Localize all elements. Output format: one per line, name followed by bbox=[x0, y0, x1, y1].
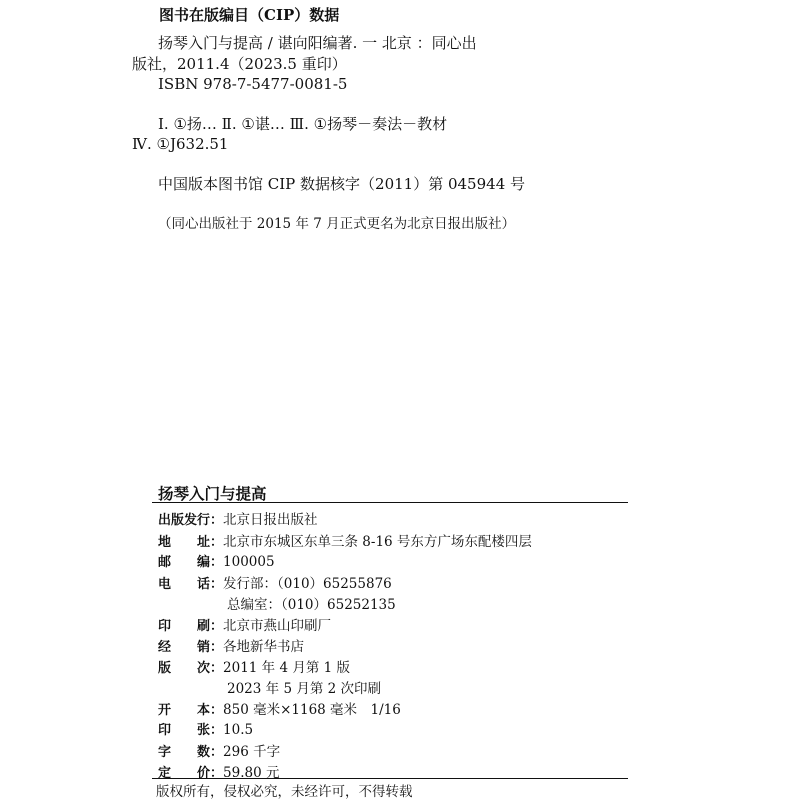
distributor-label: 经 销： bbox=[158, 640, 224, 655]
imprint-row-postcode bbox=[158, 551, 275, 570]
imprint-row-distributor bbox=[158, 635, 304, 655]
cip-line-2: 版社，2011.4（2023.5 重印） bbox=[132, 55, 347, 73]
imprint-row-edition bbox=[158, 656, 350, 676]
imprint-row-phone-2 bbox=[227, 593, 396, 613]
book-title: 扬琴入门与提高 bbox=[158, 484, 267, 503]
cip-class-line-2: Ⅳ. ①J632.51 bbox=[132, 135, 229, 153]
cip-isbn: ISBN 978-7-5477-0081-5 bbox=[158, 75, 348, 93]
edition-label: 版 次： bbox=[158, 661, 224, 676]
price-value: 59.80 元 bbox=[223, 765, 280, 781]
postcode-label: 邮 编： bbox=[158, 555, 224, 570]
imprint-row-format bbox=[158, 698, 401, 718]
printer-label: 印 刷： bbox=[158, 619, 224, 634]
words-label: 字 数： bbox=[158, 745, 224, 760]
cip-note: （同心出版社于 2015 年 7 月正式更名为北京日报出版社） bbox=[158, 216, 516, 232]
imprint-row-printing bbox=[227, 677, 381, 697]
words-value: 296 千字 bbox=[223, 744, 281, 760]
cip-class-line-1: Ⅰ. ①扬… Ⅱ. ①谌… Ⅲ. ①扬琴－奏法－教材 bbox=[158, 115, 448, 133]
phone-editorial-value: 总编室：（010）65252135 bbox=[227, 597, 396, 613]
cip-line-1: 扬琴入门与提高 / 谌向阳编著. 一 北京 ：同心出 bbox=[158, 34, 477, 52]
publisher-value: 北京日报出版社 bbox=[223, 512, 318, 528]
publisher-label: 出版发行： bbox=[158, 513, 224, 528]
format-label: 开 本： bbox=[158, 703, 224, 718]
price-label: 定 价： bbox=[158, 766, 224, 781]
postcode-value: 100005 bbox=[223, 554, 275, 570]
edition-value: 2011 年 4 月第 1 版 bbox=[223, 660, 351, 676]
top-rule bbox=[152, 502, 628, 503]
imprint-row-words bbox=[158, 740, 280, 760]
distributor-value: 各地新华书店 bbox=[223, 639, 305, 655]
cip-record-number: 中国版本图书馆 CIP 数据核字（2011）第 045944 号 bbox=[158, 175, 526, 193]
imprint-row-sheets bbox=[158, 719, 253, 738]
cip-heading: 图书在版编目（CIP）数据 bbox=[159, 6, 340, 24]
bottom-rule bbox=[152, 778, 628, 779]
copyright-notice: 版权所有，侵权必究，未经许可，不得转载 bbox=[156, 784, 413, 800]
printer-value: 北京市燕山印刷厂 bbox=[223, 618, 332, 634]
printing-value: 2023 年 5 月第 2 次印刷 bbox=[227, 681, 381, 697]
imprint-row-publisher bbox=[158, 508, 318, 528]
imprint-row-printer bbox=[158, 614, 331, 634]
format-value: 850 毫米×1168 毫米 1/16 bbox=[223, 702, 401, 718]
imprint-row-address bbox=[158, 530, 532, 550]
address-value: 北京市东城区东单三条 8-16 号东方广场东配楼四层 bbox=[223, 534, 532, 550]
address-label: 地 址： bbox=[158, 535, 224, 550]
imprint-row-phone bbox=[158, 572, 392, 592]
sheets-value: 10.5 bbox=[223, 722, 254, 738]
sheets-label: 印 张： bbox=[158, 723, 224, 738]
phone-sales-value: 发行部：（010）65255876 bbox=[223, 576, 392, 592]
phone-label: 电 话： bbox=[158, 577, 224, 592]
